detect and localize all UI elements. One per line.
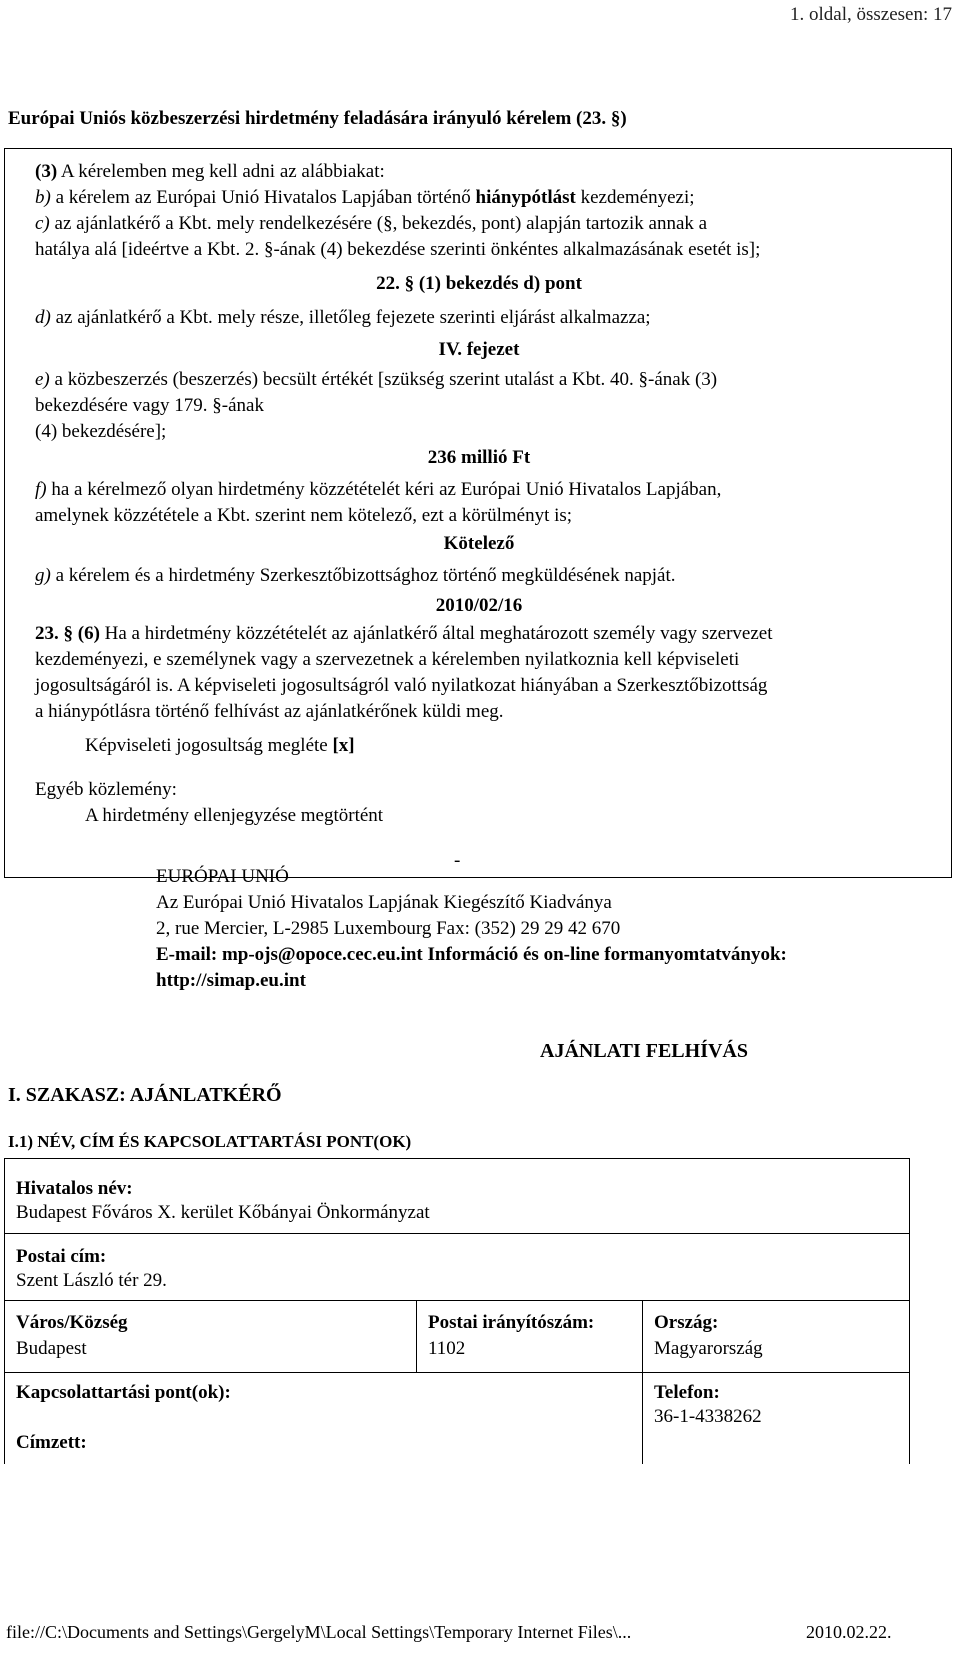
item-g-answer: 2010/02/16 <box>435 595 523 616</box>
item-g: g) a kérelem és a hirdetmény Szerkesztőbizottsághoz történő megküldésének napját. <box>35 565 676 586</box>
city-value: Budapest <box>16 1338 87 1359</box>
footer-date: 2010.02.22. <box>806 1622 892 1642</box>
item-e-line1: e) a közbeszerzés (beszerzés) becsült értékét [szükség szerint utalást a Kbt. 40. §-ának (3) <box>35 369 718 390</box>
intro-line: (3) A kérelemben meg kell adni az alábbiakat: <box>35 161 385 182</box>
separator-dash: - <box>454 850 461 871</box>
para23-line3: jogosultságáról is. A képviseleti jogosultságról való nyilatkozat hiányában a Szerkesztőbizottság <box>35 675 768 696</box>
para23-line2: kezdeményezi, e személynek vagy a szervezetnek a kérelemben nyilatkoznia kell képviseleti <box>35 649 740 670</box>
other-notice-text: A hirdetmény ellenjegyzése megtörtént <box>85 805 384 826</box>
eu-journal: Az Európai Unió Hivatalos Lapjának Kiegészítő Kiadványa <box>156 892 612 913</box>
city-label: Város/Község <box>16 1312 128 1333</box>
para23-line1: 23. § (6) Ha a hirdetmény közzétételét az ajánlatkérő által meghatározott személy vagy szervezet <box>35 623 773 644</box>
eu-name: EURÓPAI UNIÓ <box>156 866 289 887</box>
notice-title: AJÁNLATI FELHÍVÁS <box>540 1040 748 1062</box>
postal-value: Szent László tér 29. <box>16 1270 167 1291</box>
para23-line4: a hiánypótlásra történő felhívást az ajánlatkérőnek küldi meg. <box>35 701 504 722</box>
addressee-label: Címzett: <box>16 1432 87 1453</box>
item-e-answer: 236 millió Ft <box>427 447 531 468</box>
request-box <box>4 148 952 878</box>
eu-email: E-mail: mp-ojs@opoce.cec.eu.int Információ és on-line formanyomtatványok: <box>156 944 787 965</box>
item-d-answer: IV. fejezet <box>438 339 520 360</box>
subsection-title: I.1) NÉV, CÍM ÉS KAPCSOLATTARTÁSI PONT(OK) <box>8 1132 412 1151</box>
contact-label: Kapcsolattartási pont(ok): <box>16 1382 231 1403</box>
item-b: b) a kérelem az Európai Unió Hivatalos Lapjában történő hiánypótlást kezdeményezi; <box>35 187 695 208</box>
divider <box>4 1372 910 1373</box>
item-c-answer: 22. § (1) bekezdés d) pont <box>376 273 582 294</box>
section-title: I. SZAKASZ: AJÁNLATKÉRŐ <box>8 1084 282 1106</box>
official-name-label: Hivatalos név: <box>16 1178 133 1199</box>
eu-address: 2, rue Mercier, L-2985 Luxembourg Fax: (352) 29 29 42 670 <box>156 918 621 939</box>
phone-label: Telefon: <box>654 1382 720 1403</box>
zip-value: 1102 <box>428 1338 466 1359</box>
divider <box>4 1300 910 1301</box>
footer-path: file://C:\Documents and Settings\GergelyM\Local Settings\Temporary Internet Files\... <box>6 1622 632 1642</box>
item-e-line2: bekezdésére vagy 179. §-ának <box>35 395 264 416</box>
country-value: Magyarország <box>654 1338 763 1359</box>
item-c-line2: hatálya alá [ideértve a Kbt. 2. §-ának (4) bekezdése szerinti önkéntes alkalmazásának esetét is]; <box>35 239 761 260</box>
other-notice-label: Egyéb közlemény: <box>35 779 177 800</box>
official-name-value: Budapest Főváros X. kerület Kőbányai Önkormányzat <box>16 1202 430 1223</box>
item-f-line2: amelynek közzététele a Kbt. szerint nem kötelező, ezt a körülményt is; <box>35 505 573 526</box>
item-e-line3: (4) bekezdésére]; <box>35 421 167 442</box>
phone-value: 36-1-4338262 <box>654 1406 762 1427</box>
divider <box>4 1233 910 1234</box>
request-title: Európai Uniós közbeszerzési hirdetmény feladására irányuló kérelem (23. §) <box>8 108 627 129</box>
zip-label: Postai irányítószám: <box>428 1312 595 1333</box>
divider <box>642 1300 643 1464</box>
item-d: d) az ajánlatkérő a Kbt. mely része, illetőleg fejezete szerinti eljárást alkalmazza; <box>35 307 651 328</box>
eu-url[interactable]: http://simap.eu.int <box>156 970 306 991</box>
postal-label: Postai cím: <box>16 1246 107 1267</box>
page-number: 1. oldal, összesen: 17 <box>789 4 952 25</box>
divider <box>416 1300 417 1372</box>
item-f-line1: f) ha a kérelmező olyan hirdetmény közzétételét kéri az Európai Unió Hivatalos Lapjában, <box>35 479 722 500</box>
item-c-line1: c) az ajánlatkérő a Kbt. mely rendelkezésére (§, bekezdés, pont) alapján tartozik annak a <box>35 213 708 234</box>
country-label: Ország: <box>654 1312 719 1333</box>
item-f-answer: Kötelező <box>443 533 515 554</box>
representation-line: Képviseleti jogosultság megléte [x] <box>85 735 355 756</box>
